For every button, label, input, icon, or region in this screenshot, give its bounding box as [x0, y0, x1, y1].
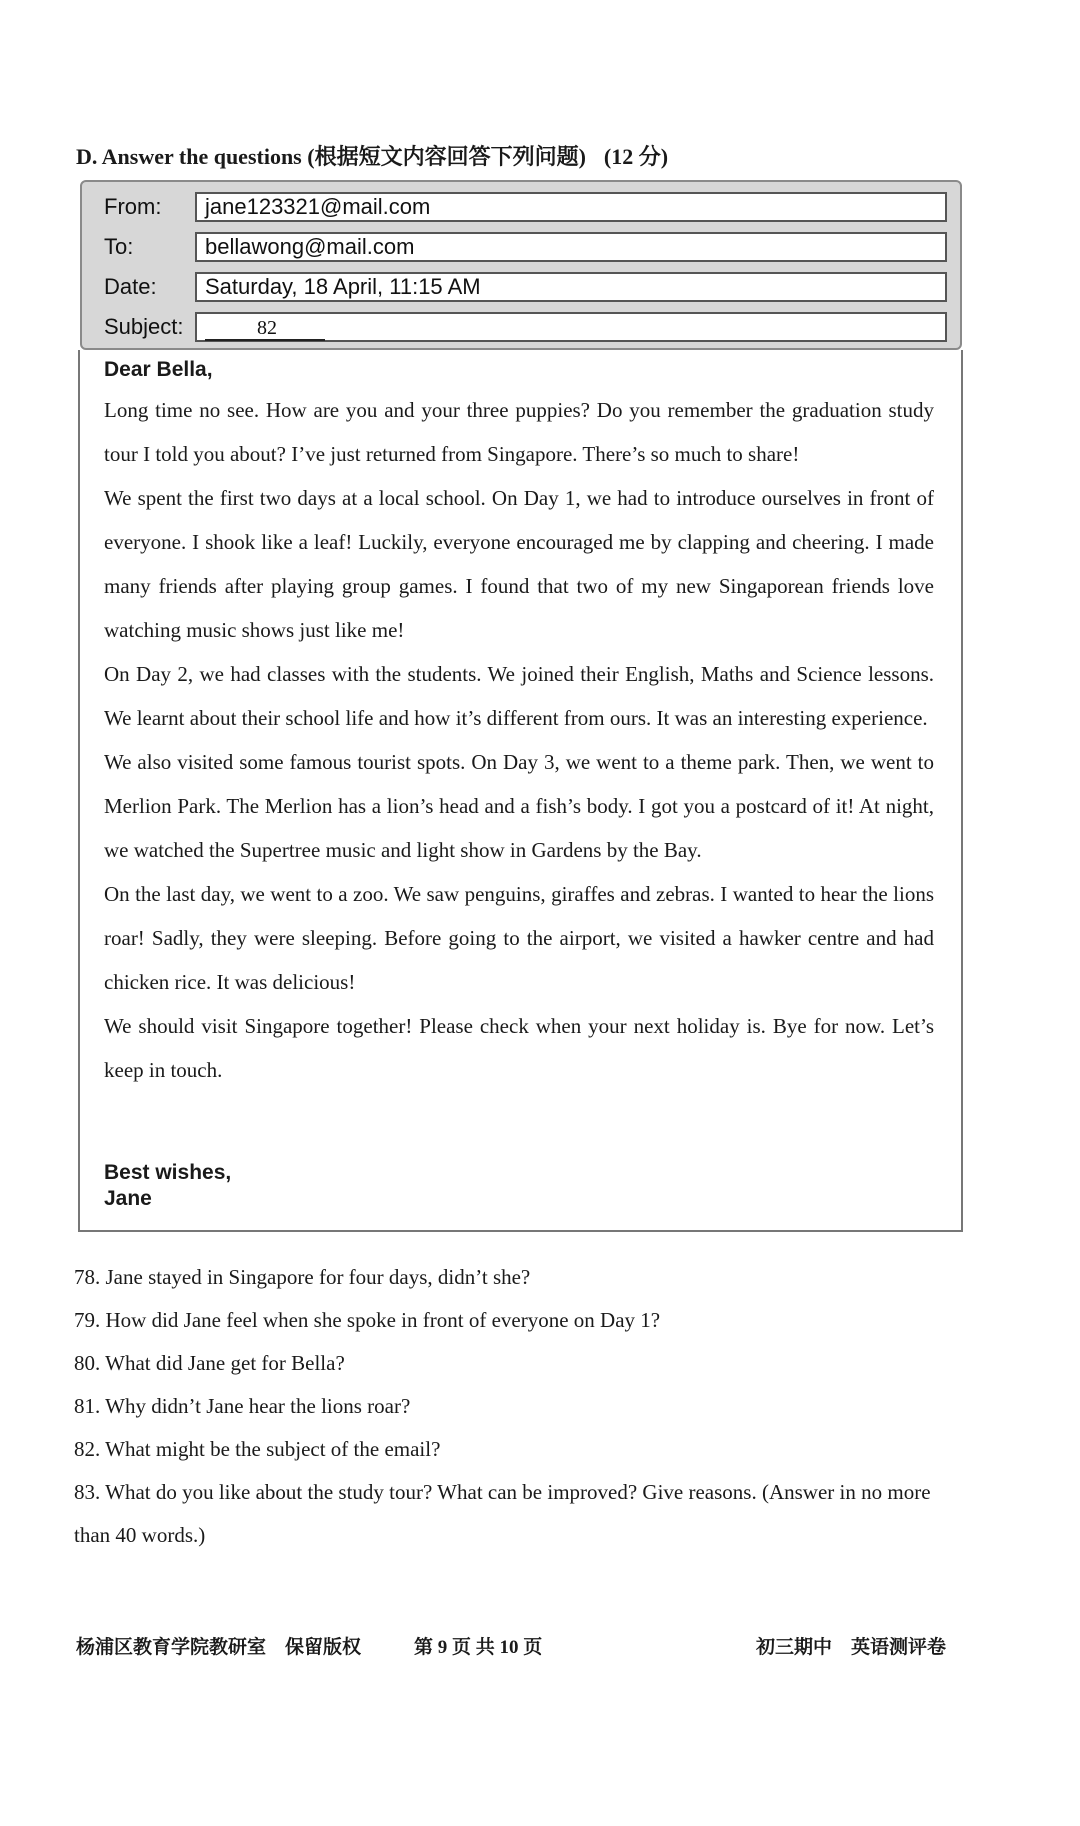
paragraph: We spent the first two days at a local school. On Day 1, we had to introduce ourselves in front of everyone. I shook like a leaf! Luckily, everyone encouraged me by clapping and cheering. I made many friends after playing group games. I found that two of my new Singaporean friends love watching music shows just like me!	[104, 486, 934, 642]
closing: Best wishes,	[104, 1161, 232, 1184]
date-label: Date:	[104, 274, 157, 299]
email-header	[80, 180, 962, 350]
to-row	[82, 232, 960, 264]
question-78: 78. Jane stayed in Singapore for four days, didn’t she?	[74, 1265, 531, 1289]
greeting: Dear Bella,	[104, 358, 213, 381]
subject-field	[195, 312, 947, 342]
question-82: 82. What might be the subject of the email?	[74, 1437, 441, 1461]
footer-copyright: 杨浦区教育学院教研室 保留版权	[76, 1637, 362, 1658]
footer-page-number: 第 9 页 共 10 页	[414, 1637, 543, 1658]
section-title-text: D. Answer the questions (根据短文内容回答下列问题)	[76, 144, 586, 169]
question-81: 81. Why didn’t Jane hear the lions roar?	[74, 1394, 411, 1418]
email-body	[78, 350, 963, 1232]
subject-label: Subject:	[104, 314, 184, 339]
to-field: bellawong@mail.com	[195, 232, 947, 262]
page-footer	[76, 1632, 946, 1662]
paragraph: On Day 2, we had classes with the students. We joined their English, Maths and Science lessons. We learnt about their school life and how it’s different from ours. It was an interesting experience.	[104, 662, 934, 730]
from-row	[82, 192, 960, 224]
question-83: 83. What do you like about the study tour? What can be improved? Give reasons. (Answer in no more than 40 words.)	[74, 1480, 931, 1547]
section-title	[76, 140, 668, 171]
question-80: 80. What did Jane get for Bella?	[74, 1351, 345, 1375]
email-text	[104, 388, 934, 1092]
closing-block	[104, 1160, 231, 1212]
date-row	[82, 272, 960, 304]
date-field: Saturday, 18 April, 11:15 AM	[195, 272, 947, 302]
paragraph: On the last day, we went to a zoo. We saw penguins, giraffes and zebras. I wanted to hear the lions roar! Sadly, they were sleeping. Before going to the airport, we visited a hawker centre and had chicken rice. It was delicious!	[104, 882, 934, 994]
from-field: jane123321@mail.com	[195, 192, 947, 222]
paragraph: Long time no see. How are you and your three puppies? Do you remember the graduation study tour I told you about? I’ve just returned from Singapore. There’s so much to share!	[104, 398, 934, 466]
paragraph: We should visit Singapore together! Please check when your next holiday is. Bye for now. Let’s keep in touch.	[104, 1014, 934, 1082]
subject-blank: 82	[205, 317, 325, 341]
section-score: (12 分)	[603, 144, 669, 169]
question-79: 79. How did Jane feel when she spoke in front of everyone on Day 1?	[74, 1308, 661, 1332]
footer-exam-name: 初三期中 英语测评卷	[755, 1637, 946, 1658]
paragraph: We also visited some famous tourist spots. On Day 3, we went to a theme park. Then, we went to Merlion Park. The Merlion has a lion’s head and a fish’s body. I got you a postcard of it! At night, we watched the Supertree music and light show in Gardens by the Bay.	[104, 750, 934, 862]
question-list	[74, 1256, 964, 1557]
to-label: To:	[104, 234, 134, 259]
subject-row	[82, 312, 960, 344]
signature: Jane	[104, 1187, 152, 1210]
from-label: From:	[104, 194, 162, 219]
